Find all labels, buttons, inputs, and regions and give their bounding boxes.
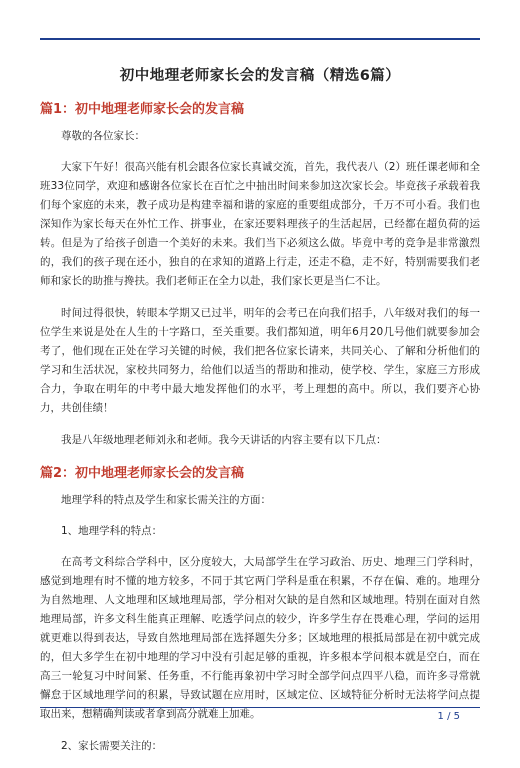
section-heading: 篇1：初中地理老师家长会的发言稿 bbox=[40, 102, 245, 117]
document-title: 初中地理老师家长会的发言稿（精选6篇） bbox=[119, 68, 401, 84]
page-number: 1 / 5 bbox=[437, 711, 460, 722]
salutation: 尊敬的各位家长： bbox=[61, 130, 145, 142]
paragraph: 时间过得很快，转眼本学期又已过半，明年的会考已在向我们招手，八年级对我们的每一位学生来说是处在人生的十字路口，至关重要。我们都知道，明年6月20几号他们就要参加会考了，他们现在正处在学习关键的时候，我们把各位家长请来，共同关心、了解和分析他们的学习和生活状况，家校共同努力，给他们以适当的帮助和推动，使学校、学生，家庭三方形成合力，争取在明年的中考中最大地发挥他们的水平，考上理想的高中。所以，我们要齐心协力，共创佳绩！ bbox=[40, 307, 480, 414]
paragraph: 在高考文科综合学科中，区分度较大，大局部学生在学习政治、历史、地理三门学科时，感觉到地理有时不懂的地方较多，不同于其它两门学科是重在积累，不存在偏、难的。地理分为自然地理、人文地理和区域地理局部，学分相对欠缺的是自然和区域地理。特别在面对自然地理局部，许多文科生能真正理解、吃透学问点的较少，许多学生存在畏难心理，学问的运用就更难以得到表达，导致自然地理局部在选择题失分多；区域地理的根抵局部是在初中就完成的，但大多学生在初中地理的学习中没有引起足够的重视，许多根本学问根本就是空白，而在高三一轮复习中时间紧、任务重，不行能再象初中学习时全部学问点四平八稳，而许多寻常就懈怠于区域地理学问的积累，导致试题在应用时，区域定位、区域特征分析时无法将学问点提取出来，想精确判读或者拿到高分就难上加难。 bbox=[40, 556, 480, 720]
paragraph: 大家下午好！很高兴能有机会跟各位家长真诚交流，首先，我代表八（2）班任课老师和全班33位同学，欢迎和感谢各位家长在百忙之中抽出时间来参加这次家长会。毕竟孩子承载着我们每个家庭的未来，教子成功是构建幸福和谐的家庭的重要组成部分，千万不可小看。我们也深知作为家长每天在外忙工作、拼事业，在家还要料理孩子的生活起居，已经都在超负荷的运转。但是为了给孩子创造一个美好的未来。我们当下必须这么做。毕竟中考的竞争是非常激烈的，我们的孩子现在还小，独自的在求知的道路上行走，还走不稳，走不好，特别需要我们老师和家长的助推与搀扶。我们老师正在全力以赴，我们家长更是当仁不让。 bbox=[40, 161, 480, 287]
section-2 bbox=[40, 462, 480, 756]
footer-rule bbox=[40, 707, 480, 708]
section-1 bbox=[40, 98, 480, 450]
subheading: 2、家长需要关注的： bbox=[61, 740, 163, 752]
paragraph: 我是八年级地理老师刘永和老师。我今天讲话的内容主要有以下几点： bbox=[61, 434, 387, 446]
section-heading: 篇2：初中地理老师家长会的发言稿 bbox=[40, 466, 245, 481]
subheading: 1、地理学科的特点： bbox=[61, 525, 163, 537]
document-body bbox=[40, 64, 480, 768]
header-rule bbox=[40, 38, 480, 40]
paragraph: 地理学科的特点及学生和家长需关注的方面： bbox=[61, 494, 271, 506]
